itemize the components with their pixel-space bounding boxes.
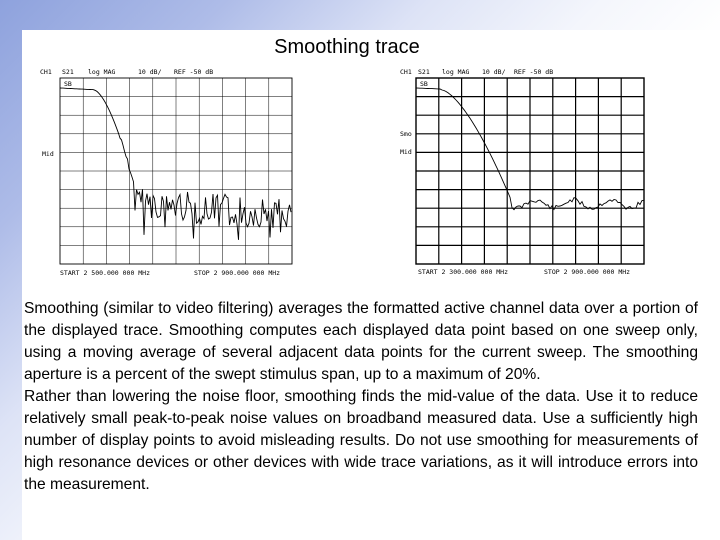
analyzer-screenshots <box>22 62 660 284</box>
header-ref: REF -50 dB <box>514 68 554 76</box>
start-freq: START 2 300.000 000 MHz <box>418 268 509 276</box>
header-ch: CH1 <box>40 68 52 76</box>
marker-label: SB <box>64 80 72 88</box>
smoothing-label: Smo <box>400 130 412 138</box>
raw-trace-plot <box>22 62 340 284</box>
plot-grid <box>60 78 292 264</box>
header-format: log MAG <box>442 68 470 76</box>
slide-title: Smoothing trace <box>274 36 420 58</box>
header-format: log MAG <box>88 68 116 76</box>
plot-grid <box>416 78 644 264</box>
header-scale: 10 dB/ <box>138 68 162 76</box>
header-ch: CH1 <box>400 68 412 76</box>
smoothed-trace-plot <box>394 62 660 284</box>
stop-freq: STOP 2 900.000 000 MHz <box>544 268 631 276</box>
mid-label: Mid <box>42 150 54 158</box>
paragraph-smoothing-usage: Rather than lowering the noise floor, smoothing finds the mid-value of the data. Use it to reduce relatively small peak-to-peak noise values on broadband measured data. Use a sufficiently high number of display points to avoid misleading results. Do not use smoothing for measurements of high resonance devices or other devices with wide trace variations, as it will introduce errors into the measurement. <box>24 388 698 493</box>
header-ref: REF -50 dB <box>174 68 214 76</box>
header-param: S21 <box>418 68 430 76</box>
body-text <box>24 298 698 496</box>
paragraph-smoothing-definition: Smoothing (similar to video filtering) averages the formatted active channel data over a portion of the displayed trace. Smoothing computes each displayed data point based on one sweep only, using a moving average of several adjacent data points for the current sweep. The smoothing aperture is a percent of the swept stimulus span, up to a maximum of 20%. <box>24 300 698 383</box>
mid-label: Mid <box>400 148 412 156</box>
start-freq: START 2 500.000 000 MHz <box>60 269 151 277</box>
header-scale: 10 dB/ <box>482 68 506 76</box>
raw-trace <box>60 88 291 240</box>
stop-freq: STOP 2 900.000 000 MHz <box>194 269 281 277</box>
marker-label: SB <box>420 80 428 88</box>
header-param: S21 <box>62 68 74 76</box>
